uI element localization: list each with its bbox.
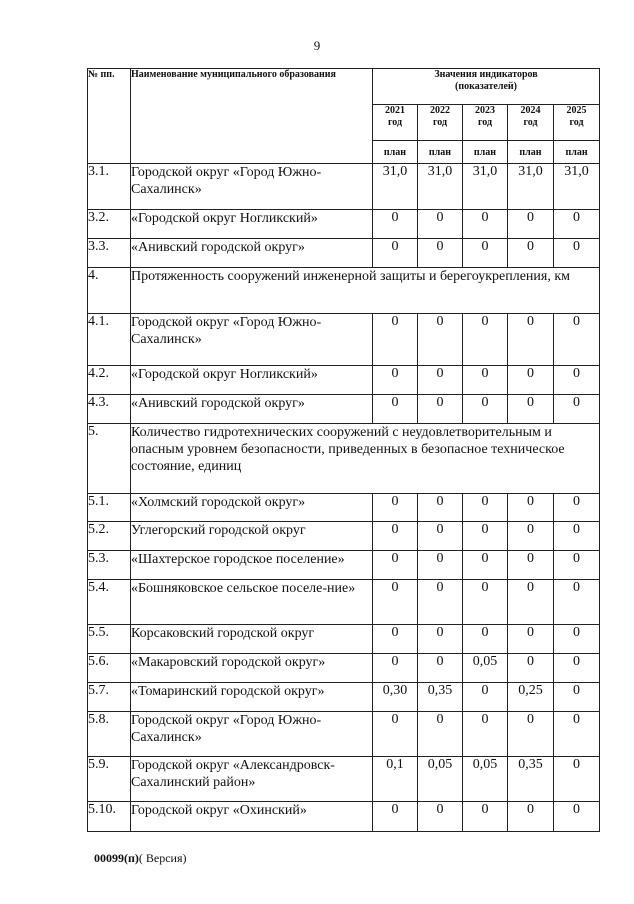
table-row — [88, 757, 600, 802]
municipality-name: «Городской округ Ногликский» — [131, 366, 373, 395]
document-code: 00099(п) — [94, 851, 139, 865]
value-cell: 0 — [463, 683, 508, 712]
value-cell: 0 — [373, 210, 418, 239]
table-row — [88, 712, 600, 757]
year-2022: 2022 год — [418, 105, 463, 141]
value-cell: 0 — [418, 712, 463, 757]
value-cell: 0 — [373, 580, 418, 625]
value-cell: 0 — [418, 239, 463, 268]
header-group-line2: (показателей) — [455, 81, 517, 92]
indicators-table — [87, 68, 600, 832]
value-cell: 0 — [373, 625, 418, 654]
municipality-name: «Шахтерское городское поселение» — [131, 551, 373, 580]
header-row — [88, 69, 600, 105]
municipality-name: «Городской округ Ногликский» — [131, 210, 373, 239]
row-number: 3.2. — [88, 210, 131, 239]
value-cell: 31,0 — [418, 164, 463, 210]
header-indicator-values — [373, 69, 600, 105]
value-cell: 0 — [418, 494, 463, 522]
value-cell: 0 — [508, 395, 554, 424]
municipality-name: «Бошняковское сельское поселе-ние» — [131, 580, 373, 625]
row-number: 4.1. — [88, 314, 131, 366]
table-row — [88, 654, 600, 683]
table-row — [88, 683, 600, 712]
municipality-name: Городской округ «Город Южно-Сахалинск» — [131, 164, 373, 210]
row-number: 5.10. — [88, 802, 131, 832]
page-number: 9 — [313, 38, 321, 53]
table-row — [88, 239, 600, 268]
value-cell: 0 — [463, 494, 508, 522]
value-cell: 0,35 — [508, 757, 554, 802]
value-cell: 0 — [508, 239, 554, 268]
value-cell: 0,05 — [463, 757, 508, 802]
value-cell: 0 — [418, 625, 463, 654]
row-number: 4. — [88, 268, 131, 314]
row-number: 5. — [88, 424, 131, 494]
value-cell: 0 — [373, 551, 418, 580]
table-row — [88, 314, 600, 366]
header-num: № пп. — [88, 69, 131, 164]
value-cell: 0 — [418, 210, 463, 239]
table-row — [88, 802, 600, 832]
value-cell: 0 — [463, 580, 508, 625]
row-number: 5.2. — [88, 522, 131, 551]
value-cell: 0 — [418, 654, 463, 683]
table-row — [88, 580, 600, 625]
year-2021: 2021 год — [373, 105, 418, 141]
plan-label: план — [373, 141, 418, 164]
row-number: 3.3. — [88, 239, 131, 268]
value-cell: 0 — [508, 314, 554, 366]
value-cell: 0 — [508, 494, 554, 522]
year-2025: 2025 год — [554, 105, 600, 141]
value-cell: 0 — [554, 239, 600, 268]
value-cell: 0 — [463, 210, 508, 239]
row-number: 5.9. — [88, 757, 131, 802]
row-number: 5.3. — [88, 551, 131, 580]
value-cell: 0 — [508, 580, 554, 625]
plan-label: план — [554, 141, 600, 164]
year-2023: 2023 год — [463, 105, 508, 141]
row-number: 5.7. — [88, 683, 131, 712]
section-row — [88, 424, 600, 494]
year-2024: 2024 год — [508, 105, 554, 141]
header-name: Наименование муниципального образования — [131, 69, 373, 164]
value-cell: 0 — [554, 522, 600, 551]
municipality-name: Углегорский городской округ — [131, 522, 373, 551]
municipality-name: Городской округ «Город Южно-Сахалинск» — [131, 712, 373, 757]
table-row — [88, 625, 600, 654]
municipality-name: Городской округ «Александровск-Сахалинский район» — [131, 757, 373, 802]
municipality-name: «Макаровский городской округ» — [131, 654, 373, 683]
row-number: 5.8. — [88, 712, 131, 757]
value-cell: 0 — [554, 625, 600, 654]
row-number: 3.1. — [88, 164, 131, 210]
plan-label: план — [463, 141, 508, 164]
value-cell: 0 — [508, 551, 554, 580]
value-cell: 0 — [463, 522, 508, 551]
value-cell: 0 — [373, 395, 418, 424]
value-cell: 0 — [463, 625, 508, 654]
value-cell: 0 — [463, 395, 508, 424]
table-row — [88, 164, 600, 210]
value-cell: 0 — [554, 551, 600, 580]
value-cell: 0,30 — [373, 683, 418, 712]
value-cell: 0 — [418, 314, 463, 366]
value-cell: 0 — [554, 712, 600, 757]
value-cell: 31,0 — [373, 164, 418, 210]
value-cell: 31,0 — [463, 164, 508, 210]
value-cell: 0 — [508, 802, 554, 832]
section-title: Протяженность сооружений инженерной защиты и берегоукрепления, км — [131, 268, 600, 314]
value-cell: 0 — [463, 712, 508, 757]
value-cell: 0 — [418, 522, 463, 551]
row-number: 5.5. — [88, 625, 131, 654]
row-number: 4.3. — [88, 395, 131, 424]
value-cell: 0 — [418, 802, 463, 832]
municipality-name: «Томаринский городской округ» — [131, 683, 373, 712]
value-cell: 0 — [463, 802, 508, 832]
row-number: 4.2. — [88, 366, 131, 395]
value-cell: 0 — [508, 366, 554, 395]
value-cell: 0 — [418, 551, 463, 580]
footer — [94, 851, 187, 866]
value-cell: 0,35 — [418, 683, 463, 712]
value-cell: 0 — [554, 366, 600, 395]
value-cell: 0 — [508, 654, 554, 683]
value-cell: 0,05 — [463, 654, 508, 683]
value-cell: 0 — [373, 314, 418, 366]
value-cell: 0 — [508, 625, 554, 654]
municipality-name: Городской округ «Охинский» — [131, 802, 373, 832]
municipality-name: «Анивский городской округ» — [131, 239, 373, 268]
row-number: 5.1. — [88, 494, 131, 522]
value-cell: 0 — [418, 395, 463, 424]
value-cell: 0 — [373, 366, 418, 395]
header-group-line1: Значения индикаторов — [434, 69, 538, 80]
value-cell: 0 — [554, 802, 600, 832]
value-cell: 0 — [463, 366, 508, 395]
row-number: 5.6. — [88, 654, 131, 683]
value-cell: 0 — [554, 683, 600, 712]
value-cell: 31,0 — [508, 164, 554, 210]
value-cell: 0 — [554, 210, 600, 239]
value-cell: 0 — [554, 654, 600, 683]
value-cell: 0 — [554, 580, 600, 625]
row-number: 5.4. — [88, 580, 131, 625]
value-cell: 0 — [373, 239, 418, 268]
municipality-name: Городской округ «Город Южно-Сахалинск» — [131, 314, 373, 366]
value-cell: 0 — [373, 802, 418, 832]
value-cell: 0 — [508, 712, 554, 757]
table-row — [88, 210, 600, 239]
table-row — [88, 395, 600, 424]
table-row — [88, 551, 600, 580]
value-cell: 0,25 — [508, 683, 554, 712]
value-cell: 0 — [418, 580, 463, 625]
table-row — [88, 522, 600, 551]
value-cell: 0 — [554, 395, 600, 424]
value-cell: 0 — [373, 494, 418, 522]
value-cell: 0 — [463, 551, 508, 580]
value-cell: 0 — [508, 522, 554, 551]
table-row — [88, 494, 600, 522]
value-cell: 31,0 — [554, 164, 600, 210]
value-cell: 0 — [554, 757, 600, 802]
section-row — [88, 268, 600, 314]
value-cell: 0 — [463, 314, 508, 366]
value-cell: 0 — [554, 314, 600, 366]
value-cell: 0 — [554, 494, 600, 522]
value-cell: 0 — [373, 522, 418, 551]
plan-label: план — [418, 141, 463, 164]
value-cell: 0 — [508, 210, 554, 239]
value-cell: 0 — [463, 239, 508, 268]
value-cell: 0 — [373, 654, 418, 683]
section-title: Количество гидротехнических сооружений с неудовлетворительным и опасным уровнем безопасности, приведенных в безопасное техническое состояние, единиц — [131, 424, 600, 494]
value-cell: 0 — [373, 712, 418, 757]
plan-label: план — [508, 141, 554, 164]
municipality-name: «Холмский городской округ» — [131, 494, 373, 522]
value-cell: 0 — [418, 366, 463, 395]
value-cell: 0,05 — [418, 757, 463, 802]
document-version: ( Версия) — [138, 851, 187, 865]
municipality-name: «Анивский городской округ» — [131, 395, 373, 424]
municipality-name: Корсаковский городской округ — [131, 625, 373, 654]
table-row — [88, 366, 600, 395]
value-cell: 0,1 — [373, 757, 418, 802]
